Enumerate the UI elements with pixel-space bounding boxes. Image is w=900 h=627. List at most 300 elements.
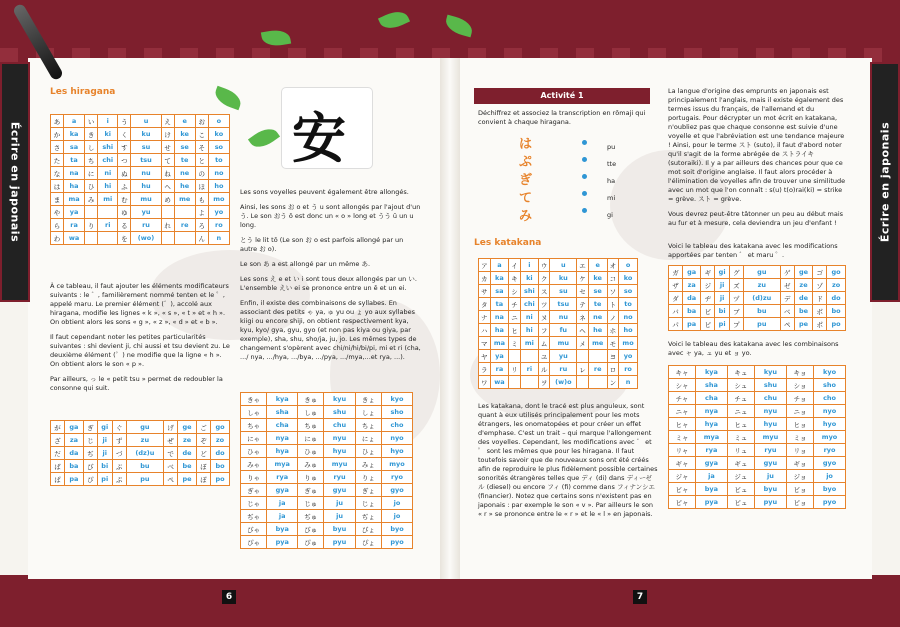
kana-cell: にょ bbox=[355, 432, 381, 445]
romaji-cell: zu bbox=[126, 434, 163, 447]
kana-cell: し bbox=[85, 141, 98, 154]
romaji-cell: byu bbox=[754, 483, 786, 496]
romaji-cell: to bbox=[208, 154, 229, 167]
kana-cell: リュ bbox=[727, 444, 754, 457]
kana-cell: パ bbox=[669, 318, 683, 331]
kana-cell: ス bbox=[538, 285, 550, 298]
romaji-cell: gyo bbox=[381, 484, 412, 497]
table-row bbox=[669, 318, 846, 331]
kana-cell: ド bbox=[813, 292, 827, 305]
romaji-cell: gu bbox=[126, 421, 163, 434]
table-row bbox=[479, 272, 638, 285]
kana-cell: シャ bbox=[669, 379, 696, 392]
romaji-cell: ku bbox=[131, 128, 161, 141]
kana-cell: ジュ bbox=[727, 470, 754, 483]
romaji-cell: pi bbox=[715, 318, 730, 331]
kana-cell: ヤ bbox=[479, 350, 491, 363]
section-title-hiragana: Les hiragana bbox=[50, 87, 116, 97]
kana-cell bbox=[577, 376, 589, 389]
romaji-cell: shu bbox=[754, 379, 786, 392]
kana-cell bbox=[509, 350, 521, 363]
romaji-cell: re bbox=[588, 363, 607, 376]
table-row bbox=[51, 421, 230, 434]
kana-cell: り bbox=[85, 219, 98, 232]
romaji-cell: chi bbox=[98, 154, 118, 167]
kana-cell: チャ bbox=[669, 392, 696, 405]
kana-cell: を bbox=[118, 232, 131, 245]
romaji-cell: no bbox=[619, 311, 638, 324]
kana-cell bbox=[85, 232, 98, 245]
kana-cell: ち bbox=[85, 154, 98, 167]
paragraph: Ainsi, les sons お o et う u sont allongés par l'ajout d'un う. Le son おう ō est donc un « o » long et うう ū un u long. bbox=[240, 203, 421, 229]
romaji-cell: kyo bbox=[814, 366, 846, 379]
romaji-cell: mi bbox=[520, 337, 538, 350]
kana-cell: す bbox=[118, 141, 131, 154]
kana-cell: ヨ bbox=[607, 350, 619, 363]
kana-cell: りゅ bbox=[298, 471, 324, 484]
romaji-cell: hyu bbox=[754, 418, 786, 431]
table-row bbox=[241, 432, 413, 445]
kana-cell: ザ bbox=[669, 279, 683, 292]
table-row bbox=[669, 470, 846, 483]
kana-cell: う bbox=[118, 115, 131, 128]
romaji-cell: de bbox=[794, 292, 813, 305]
kana-cell: ば bbox=[51, 460, 65, 473]
kana-cell: ま bbox=[51, 193, 64, 206]
romaji-cell: ju bbox=[324, 510, 355, 523]
kana-cell: ヅ bbox=[729, 292, 743, 305]
page-number: 6 bbox=[222, 590, 236, 604]
romaji-cell: wa bbox=[64, 232, 85, 245]
romaji-cell: gya bbox=[267, 484, 298, 497]
romaji-cell: sha bbox=[267, 406, 298, 419]
kana-cell: ク bbox=[538, 272, 550, 285]
table-row bbox=[51, 193, 230, 206]
match-dot-icon[interactable] bbox=[582, 208, 587, 213]
table-row bbox=[669, 405, 846, 418]
table-row bbox=[241, 445, 413, 458]
kana-cell: テ bbox=[577, 298, 589, 311]
romaji-cell: po bbox=[827, 318, 846, 331]
romaji-cell: pa bbox=[65, 473, 84, 486]
romaji-cell: jo bbox=[381, 510, 412, 523]
romaji-cell: be bbox=[178, 460, 197, 473]
romaji-cell: u bbox=[131, 115, 161, 128]
kana-cell: ぎょ bbox=[355, 484, 381, 497]
kana-cell: あ bbox=[51, 115, 64, 128]
activity-hiragana-list bbox=[519, 136, 532, 226]
romaji-cell: de bbox=[178, 447, 197, 460]
kana-cell: ケ bbox=[577, 272, 589, 285]
kana-cell: ピョ bbox=[787, 496, 814, 509]
table-row bbox=[241, 419, 413, 432]
kana-cell: と bbox=[195, 154, 208, 167]
romaji-cell: ru bbox=[131, 219, 161, 232]
romaji-cell: hyo bbox=[814, 418, 846, 431]
kana-cell: み bbox=[85, 193, 98, 206]
table-row bbox=[669, 418, 846, 431]
table-row bbox=[51, 154, 230, 167]
table-row bbox=[669, 496, 846, 509]
activity-hiragana: は bbox=[519, 137, 533, 152]
kana-cell: ソ bbox=[607, 285, 619, 298]
section-title-katakana: Les katakana bbox=[474, 238, 542, 248]
romaji-cell: cho bbox=[814, 392, 846, 405]
kana-cell: れ bbox=[161, 219, 174, 232]
kana-cell: ゴ bbox=[813, 266, 827, 279]
table-row bbox=[479, 350, 638, 363]
romaji-cell: byu bbox=[324, 523, 355, 536]
romaji-cell: sho bbox=[381, 406, 412, 419]
romaji-cell: nyo bbox=[814, 405, 846, 418]
romaji-cell: pi bbox=[97, 473, 112, 486]
kana-cell: ヂ bbox=[701, 292, 715, 305]
paragraph: Les sons え e et い i sont tous deux allongés par un い. L'ensemble えい ei se prononce entre un ē et un ei. bbox=[240, 275, 417, 292]
chapter-side-tab-left: Écrire en japonais bbox=[0, 62, 30, 302]
kana-cell: ニョ bbox=[787, 405, 814, 418]
romaji-cell: ke bbox=[174, 128, 195, 141]
kana-cell: ワ bbox=[479, 376, 491, 389]
romaji-cell: fu bbox=[550, 324, 577, 337]
romaji-cell: sho bbox=[814, 379, 846, 392]
kana-cell: にゃ bbox=[241, 432, 267, 445]
romaji-cell: ru bbox=[550, 363, 577, 376]
romaji-cell bbox=[174, 232, 195, 245]
kana-cell: ベ bbox=[780, 305, 794, 318]
kana-cell: みゃ bbox=[241, 458, 267, 471]
kana-cell: キャ bbox=[669, 366, 696, 379]
romaji-cell: ji bbox=[97, 447, 112, 460]
kana-cell: エ bbox=[577, 259, 589, 272]
romaji-cell: cha bbox=[267, 419, 298, 432]
table-row bbox=[51, 206, 230, 219]
table-row bbox=[51, 434, 230, 447]
romaji-cell: kyu bbox=[324, 393, 355, 406]
romaji-cell: he bbox=[588, 324, 607, 337]
romaji-cell: ki bbox=[520, 272, 538, 285]
romaji-cell: nu bbox=[131, 167, 161, 180]
table-row bbox=[241, 471, 413, 484]
kana-cell: ヌ bbox=[538, 311, 550, 324]
romaji-cell: n bbox=[208, 232, 229, 245]
activity-romaji: tte bbox=[607, 160, 617, 168]
kana-cell: そ bbox=[195, 141, 208, 154]
kana-cell: シュ bbox=[727, 379, 754, 392]
vowel-length-notes bbox=[240, 188, 422, 368]
kana-cell: ピャ bbox=[669, 496, 696, 509]
romaji-cell: myu bbox=[754, 431, 786, 444]
kana-cell: しゅ bbox=[298, 406, 324, 419]
romaji-cell: za bbox=[65, 434, 84, 447]
kana-cell: ト bbox=[607, 298, 619, 311]
kana-cell: ひゃ bbox=[241, 445, 267, 458]
kana-cell: ざ bbox=[51, 434, 65, 447]
kana-cell: ビャ bbox=[669, 483, 696, 496]
kana-cell: ゲ bbox=[780, 266, 794, 279]
romaji-cell: pyu bbox=[754, 496, 786, 509]
kana-cell: だ bbox=[51, 447, 65, 460]
match-dot-icon[interactable] bbox=[582, 157, 587, 162]
kana-cell: む bbox=[118, 193, 131, 206]
kana-cell: ぴゃ bbox=[241, 536, 267, 549]
kana-cell: カ bbox=[479, 272, 491, 285]
kana-cell: デ bbox=[780, 292, 794, 305]
kana-cell: きゅ bbox=[298, 393, 324, 406]
romaji-cell: hyu bbox=[324, 445, 355, 458]
table-row bbox=[51, 180, 230, 193]
activity-hiragana: ぷ bbox=[519, 155, 533, 170]
romaji-cell: kya bbox=[267, 393, 298, 406]
romaji-cell bbox=[520, 376, 538, 389]
romaji-cell: kya bbox=[696, 366, 728, 379]
table-row bbox=[479, 363, 638, 376]
kana-cell: ぎ bbox=[83, 421, 97, 434]
romaji-cell: ra bbox=[490, 363, 509, 376]
table-row bbox=[669, 305, 846, 318]
kana-cell: ユ bbox=[538, 350, 550, 363]
romaji-cell: me bbox=[174, 193, 195, 206]
kana-cell: え bbox=[161, 115, 174, 128]
hiragana-voiced-table bbox=[50, 420, 230, 486]
romaji-cell: (dz)u bbox=[126, 447, 163, 460]
table-row bbox=[51, 167, 230, 180]
romaji-cell: ta bbox=[64, 154, 85, 167]
table-row bbox=[669, 266, 846, 279]
romaji-cell: hi bbox=[98, 180, 118, 193]
romaji-cell: hu bbox=[131, 180, 161, 193]
kana-cell: ハ bbox=[479, 324, 491, 337]
kana-cell: びゅ bbox=[298, 523, 324, 536]
table-row bbox=[241, 523, 413, 536]
activity-romaji: pu bbox=[607, 143, 616, 151]
romaji-cell: o bbox=[619, 259, 638, 272]
kana-cell: げ bbox=[164, 421, 178, 434]
romaji-cell: ba bbox=[65, 460, 84, 473]
romaji-cell: hyo bbox=[381, 445, 412, 458]
kana-cell: き bbox=[85, 128, 98, 141]
kana-cell: ぢ bbox=[83, 447, 97, 460]
kana-cell: つ bbox=[118, 154, 131, 167]
romaji-cell: ro bbox=[619, 363, 638, 376]
kana-cell: にゅ bbox=[298, 432, 324, 445]
kana-cell: ヒ bbox=[509, 324, 521, 337]
table-row bbox=[241, 497, 413, 510]
romaji-cell: to bbox=[619, 298, 638, 311]
romaji-cell: ho bbox=[208, 180, 229, 193]
bottom-decorative-band bbox=[0, 575, 900, 627]
paragraph: Vous devrez peut-être tâtonner un peu au début mais au fur et à mesure, cela deviendra un jeu d'enfant ! bbox=[668, 210, 844, 227]
romaji-cell: mi bbox=[98, 193, 118, 206]
romaji-cell: ryo bbox=[814, 444, 846, 457]
romaji-cell: pe bbox=[178, 473, 197, 486]
romaji-cell: ryu bbox=[754, 444, 786, 457]
kana-cell: ちょ bbox=[355, 419, 381, 432]
table-row bbox=[479, 298, 638, 311]
romaji-cell: ji bbox=[715, 279, 730, 292]
romaji-cell: shu bbox=[324, 406, 355, 419]
kana-cell: ぼ bbox=[196, 460, 210, 473]
romaji-cell: ne bbox=[588, 311, 607, 324]
kana-cell: ぐ bbox=[112, 421, 126, 434]
romaji-cell: ya bbox=[490, 350, 509, 363]
romaji-cell: ju bbox=[324, 497, 355, 510]
kana-cell: びゃ bbox=[241, 523, 267, 536]
kana-cell: ら bbox=[51, 219, 64, 232]
kana-cell: じょ bbox=[355, 497, 381, 510]
kana-cell: みゅ bbox=[298, 458, 324, 471]
kana-cell: びょ bbox=[355, 523, 381, 536]
paragraph: Il faut cependant noter les petites particularités suivantes : shi devient ji, chi aussi et tsu devient zu. Le deuxième élément (゜) ne modifie que la ligne « h ». On obtient alors le son « p ». bbox=[50, 333, 230, 368]
activity-hiragana: ぎ bbox=[519, 173, 533, 188]
romaji-cell: bya bbox=[267, 523, 298, 536]
romaji-cell: be bbox=[794, 305, 813, 318]
kana-cell: ミュ bbox=[727, 431, 754, 444]
kana-cell: ム bbox=[538, 337, 550, 350]
activity-hiragana: て bbox=[519, 191, 533, 206]
kana-cell: ル bbox=[538, 363, 550, 376]
kana-cell: ミ bbox=[509, 337, 521, 350]
kana-cell: ジョ bbox=[787, 470, 814, 483]
kana-cell: ニャ bbox=[669, 405, 696, 418]
kana-cell: みょ bbox=[355, 458, 381, 471]
kana-cell: ぶ bbox=[112, 460, 126, 473]
romaji-cell: ji bbox=[97, 434, 112, 447]
table-row bbox=[669, 379, 846, 392]
romaji-cell: na bbox=[64, 167, 85, 180]
kana-cell bbox=[509, 376, 521, 389]
romaji-cell: ha bbox=[64, 180, 85, 193]
kana-cell: セ bbox=[577, 285, 589, 298]
romaji-cell: o bbox=[208, 115, 229, 128]
romaji-cell: sa bbox=[490, 285, 509, 298]
romaji-cell: gi bbox=[97, 421, 112, 434]
kana-cell: ゼ bbox=[780, 279, 794, 292]
paragraph: Les sons voyelles peuvent également être allongés. bbox=[240, 188, 409, 196]
table-row bbox=[51, 232, 230, 245]
romaji-cell: shi bbox=[98, 141, 118, 154]
romaji-cell: (w)o bbox=[550, 376, 577, 389]
romaji-cell: te bbox=[174, 154, 195, 167]
table-row bbox=[51, 473, 230, 486]
kana-cell: キュ bbox=[727, 366, 754, 379]
katakana-modified-intro: Voici le tableau des katakana avec les modifications apportées par tenten ゛ et maru ゜. bbox=[668, 242, 838, 259]
romaji-cell: byo bbox=[814, 483, 846, 496]
kana-cell: ナ bbox=[479, 311, 491, 324]
kana-cell: ひゅ bbox=[298, 445, 324, 458]
romaji-cell: re bbox=[174, 219, 195, 232]
romaji-cell: hi bbox=[520, 324, 538, 337]
kana-cell: イ bbox=[509, 259, 521, 272]
romaji-cell: mo bbox=[619, 337, 638, 350]
romaji-cell: pya bbox=[696, 496, 728, 509]
kana-cell: ん bbox=[195, 232, 208, 245]
kana-cell bbox=[85, 206, 98, 219]
romaji-cell: rya bbox=[267, 471, 298, 484]
romaji-cell: sa bbox=[64, 141, 85, 154]
kana-cell: が bbox=[51, 421, 65, 434]
table-row bbox=[51, 447, 230, 460]
kana-cell: キ bbox=[509, 272, 521, 285]
romaji-cell: zo bbox=[211, 434, 230, 447]
kana-cell: ビ bbox=[701, 305, 715, 318]
kana-cell: か bbox=[51, 128, 64, 141]
romaji-cell: ja bbox=[696, 470, 728, 483]
kana-cell: ビョ bbox=[787, 483, 814, 496]
kana-cell: で bbox=[164, 447, 178, 460]
romaji-cell: zo bbox=[827, 279, 846, 292]
kana-cell: ア bbox=[479, 259, 491, 272]
kana-cell: ン bbox=[607, 376, 619, 389]
romaji-cell bbox=[98, 206, 118, 219]
kana-cell: リ bbox=[509, 363, 521, 376]
kana-cell: ぷ bbox=[112, 473, 126, 486]
kana-cell: ニ bbox=[509, 311, 521, 324]
romaji-cell: a bbox=[64, 115, 85, 128]
kana-cell: ご bbox=[196, 421, 210, 434]
kana-cell: ピュ bbox=[727, 496, 754, 509]
kana-cell: リョ bbox=[787, 444, 814, 457]
kana-cell: ず bbox=[112, 434, 126, 447]
table-row bbox=[479, 311, 638, 324]
romaji-cell: ju bbox=[754, 470, 786, 483]
romaji-cell: gu bbox=[743, 266, 780, 279]
romaji-cell: ze bbox=[794, 279, 813, 292]
romaji-cell: yo bbox=[619, 350, 638, 363]
match-dot-icon[interactable] bbox=[582, 140, 587, 145]
romaji-cell: bo bbox=[827, 305, 846, 318]
romaji-cell: mu bbox=[550, 337, 577, 350]
romaji-cell: ja bbox=[267, 497, 298, 510]
kana-cell: や bbox=[51, 206, 64, 219]
romaji-cell: ne bbox=[174, 167, 195, 180]
top-decorative-band bbox=[0, 0, 900, 62]
kana-cell: コ bbox=[607, 272, 619, 285]
page-gutter bbox=[440, 58, 460, 579]
romaji-cell: su bbox=[131, 141, 161, 154]
paragraph: La langue d'origine des emprunts en japonais est principalement l'anglais, mais il existe également des termes issus du français, de l'allemand et du portugais. Pour décrypter un mot écrit en katakana, n'oubliez pas que chaque consonne est suivie d'une voyelle et que l'abréviation est une tendance majeure ! Ainsi, pour le terme スト (suto), il faut d'abord noter qu'il s'agit de la forme abrégée de ストライキ (sutoraiki). Il y a par ailleurs des chances pour que ce mot soit d'origine anglaise. Il faut alors procéder à l'élimination de voyelles afin de trouver une similitude avec un mot que l'on connaît : s(u) t(o)rai(ki) = strike = grève. スト = grève. bbox=[668, 87, 846, 203]
table-row bbox=[669, 483, 846, 496]
romaji-cell: ma bbox=[64, 193, 85, 206]
kana-cell: さ bbox=[51, 141, 64, 154]
kana-cell: ぴ bbox=[83, 473, 97, 486]
loanword-notes bbox=[668, 87, 848, 234]
match-dot-icon[interactable] bbox=[582, 191, 587, 196]
kana-cell: ぺ bbox=[164, 473, 178, 486]
kana-cell: は bbox=[51, 180, 64, 193]
romaji-cell: ga bbox=[65, 421, 84, 434]
romaji-cell bbox=[588, 350, 607, 363]
kana-cell: お bbox=[195, 115, 208, 128]
kana-cell bbox=[161, 232, 174, 245]
romaji-cell: ki bbox=[98, 128, 118, 141]
activity-match-dots bbox=[582, 140, 587, 225]
kana-cell: しゃ bbox=[241, 406, 267, 419]
paragraph: Par ailleurs, っ le « petit tsu » permet de redoubler la consonne qui suit. bbox=[50, 375, 223, 392]
romaji-cell: hya bbox=[696, 418, 728, 431]
kana-cell: ダ bbox=[669, 292, 683, 305]
romaji-cell: ja bbox=[267, 510, 298, 523]
table-row bbox=[51, 115, 230, 128]
kana-cell: ビュ bbox=[727, 483, 754, 496]
kana-cell: じゃ bbox=[241, 497, 267, 510]
kana-cell: きゃ bbox=[241, 393, 267, 406]
kana-cell: ラ bbox=[479, 363, 491, 376]
romaji-cell: myo bbox=[381, 458, 412, 471]
table-row bbox=[669, 366, 846, 379]
romaji-cell: mya bbox=[696, 431, 728, 444]
match-dot-icon[interactable] bbox=[582, 174, 587, 179]
romaji-cell: bu bbox=[126, 460, 163, 473]
